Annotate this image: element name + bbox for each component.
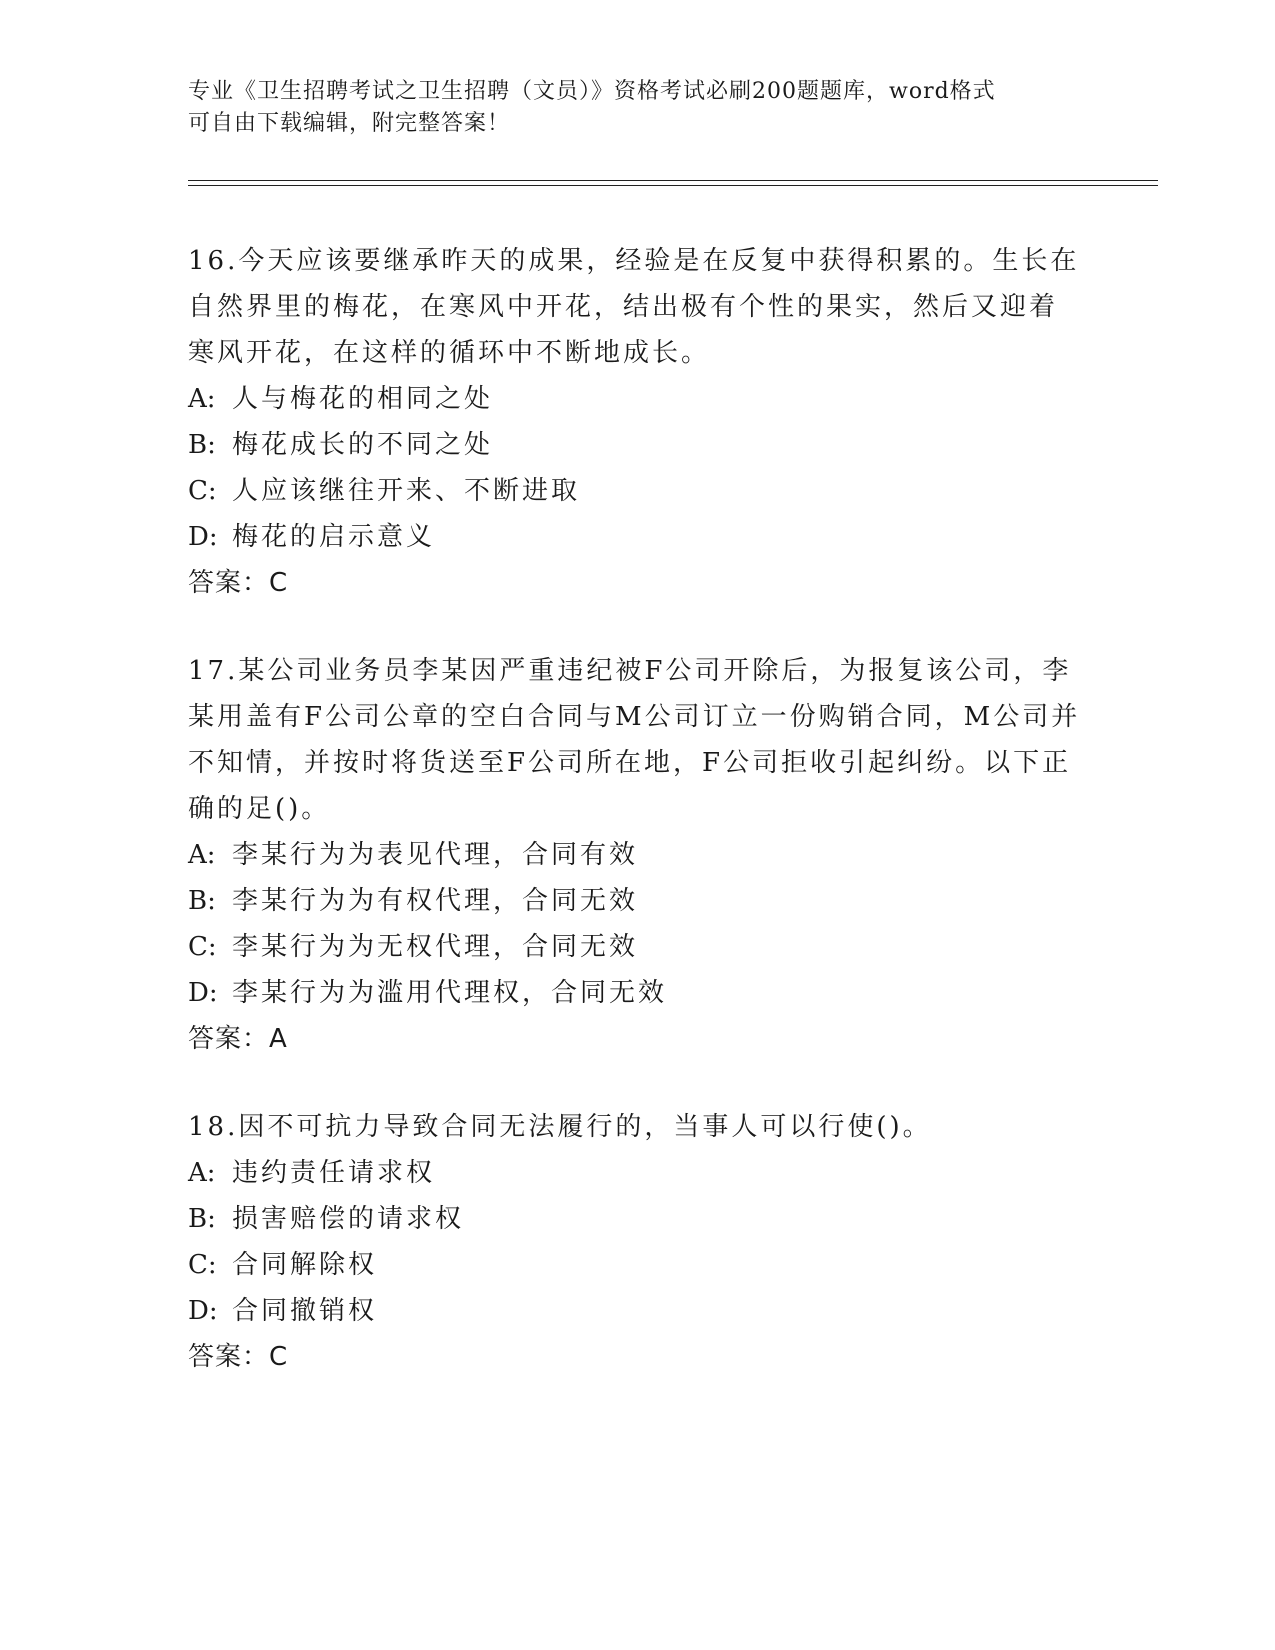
stem-line: 17.某公司业务员李某因严重违纪被F公司开除后，为报复该公司，李: [188, 656, 1072, 686]
option-text: 合同解除权: [232, 1250, 378, 1280]
document-header: [188, 76, 1088, 140]
option-text: 人应该继往开来、不断进取: [232, 476, 581, 506]
option-text: 梅花的启示意义: [232, 522, 436, 552]
option-b: [188, 878, 1088, 924]
option-key: D:: [188, 522, 218, 552]
header-rule-bottom: [188, 185, 1158, 186]
option-text: 损害赔偿的请求权: [232, 1204, 465, 1234]
header-line-2: 可自由下载编辑，附完整答案！: [188, 111, 511, 136]
option-c: [188, 1242, 1088, 1288]
option-text: 梅花成长的不同之处: [232, 430, 494, 460]
option-text: 李某行为为有权代理，合同无效: [232, 886, 639, 916]
question-stem: [188, 1104, 1088, 1150]
stem-line: 自然界里的梅花，在寒风中开花，结出极有个性的果实，然后又迎着: [188, 292, 1059, 322]
question-16: [188, 238, 1088, 606]
stem-line: 某用盖有F公司公章的空白合同与M公司订立一份购销合同，M公司并: [188, 702, 1081, 732]
option-key: B:: [188, 886, 216, 916]
header-rule-top: [188, 180, 1158, 181]
option-key: A:: [188, 1158, 216, 1188]
option-b: [188, 422, 1088, 468]
option-key: C:: [188, 932, 217, 962]
question-list: [188, 238, 1088, 1422]
question-18: [188, 1104, 1088, 1380]
option-key: D:: [188, 978, 218, 1008]
option-text: 李某行为为无权代理，合同无效: [232, 932, 639, 962]
question-stem: [188, 238, 1088, 376]
option-key: C:: [188, 1250, 217, 1280]
option-key: B:: [188, 1204, 216, 1234]
option-b: [188, 1196, 1088, 1242]
option-text: 人与梅花的相同之处: [232, 384, 494, 414]
answer-line: 答案：C: [188, 568, 289, 598]
answer-line: 答案：C: [188, 1342, 289, 1372]
option-a: [188, 376, 1088, 422]
option-key: C:: [188, 476, 217, 506]
answer-line: 答案：A: [188, 1024, 288, 1054]
stem-line: 16.今天应该要继承昨天的成果，经验是在反复中获得积累的。生长在: [188, 246, 1080, 276]
option-d: [188, 970, 1088, 1016]
question-stem: [188, 648, 1088, 832]
stem-line: 寒风开花，在这样的循环中不断地成长。: [188, 338, 711, 368]
option-a: [188, 832, 1088, 878]
option-c: [188, 924, 1088, 970]
header-line-1: 专业《卫生招聘考试之卫生招聘（文员）》资格考试必刷200题题库，word格式: [188, 79, 996, 104]
option-text: 李某行为为滥用代理权，合同无效: [232, 978, 668, 1008]
option-d: [188, 1288, 1088, 1334]
option-key: B:: [188, 430, 216, 460]
option-key: D:: [188, 1296, 218, 1326]
option-text: 合同撤销权: [232, 1296, 378, 1326]
option-c: [188, 468, 1088, 514]
option-d: [188, 514, 1088, 560]
option-key: A:: [188, 840, 216, 870]
stem-line: 确的足()。: [188, 794, 331, 824]
option-text: 违约责任请求权: [232, 1158, 436, 1188]
stem-line: 不知情，并按时将货送至F公司所在地，F公司拒收引起纠纷。以下正: [188, 748, 1072, 778]
question-17: [188, 648, 1088, 1062]
option-text: 李某行为为表见代理，合同有效: [232, 840, 639, 870]
option-key: A:: [188, 384, 216, 414]
stem-line: 18.因不可抗力导致合同无法履行的，当事人可以行使()。: [188, 1112, 932, 1142]
option-a: [188, 1150, 1088, 1196]
